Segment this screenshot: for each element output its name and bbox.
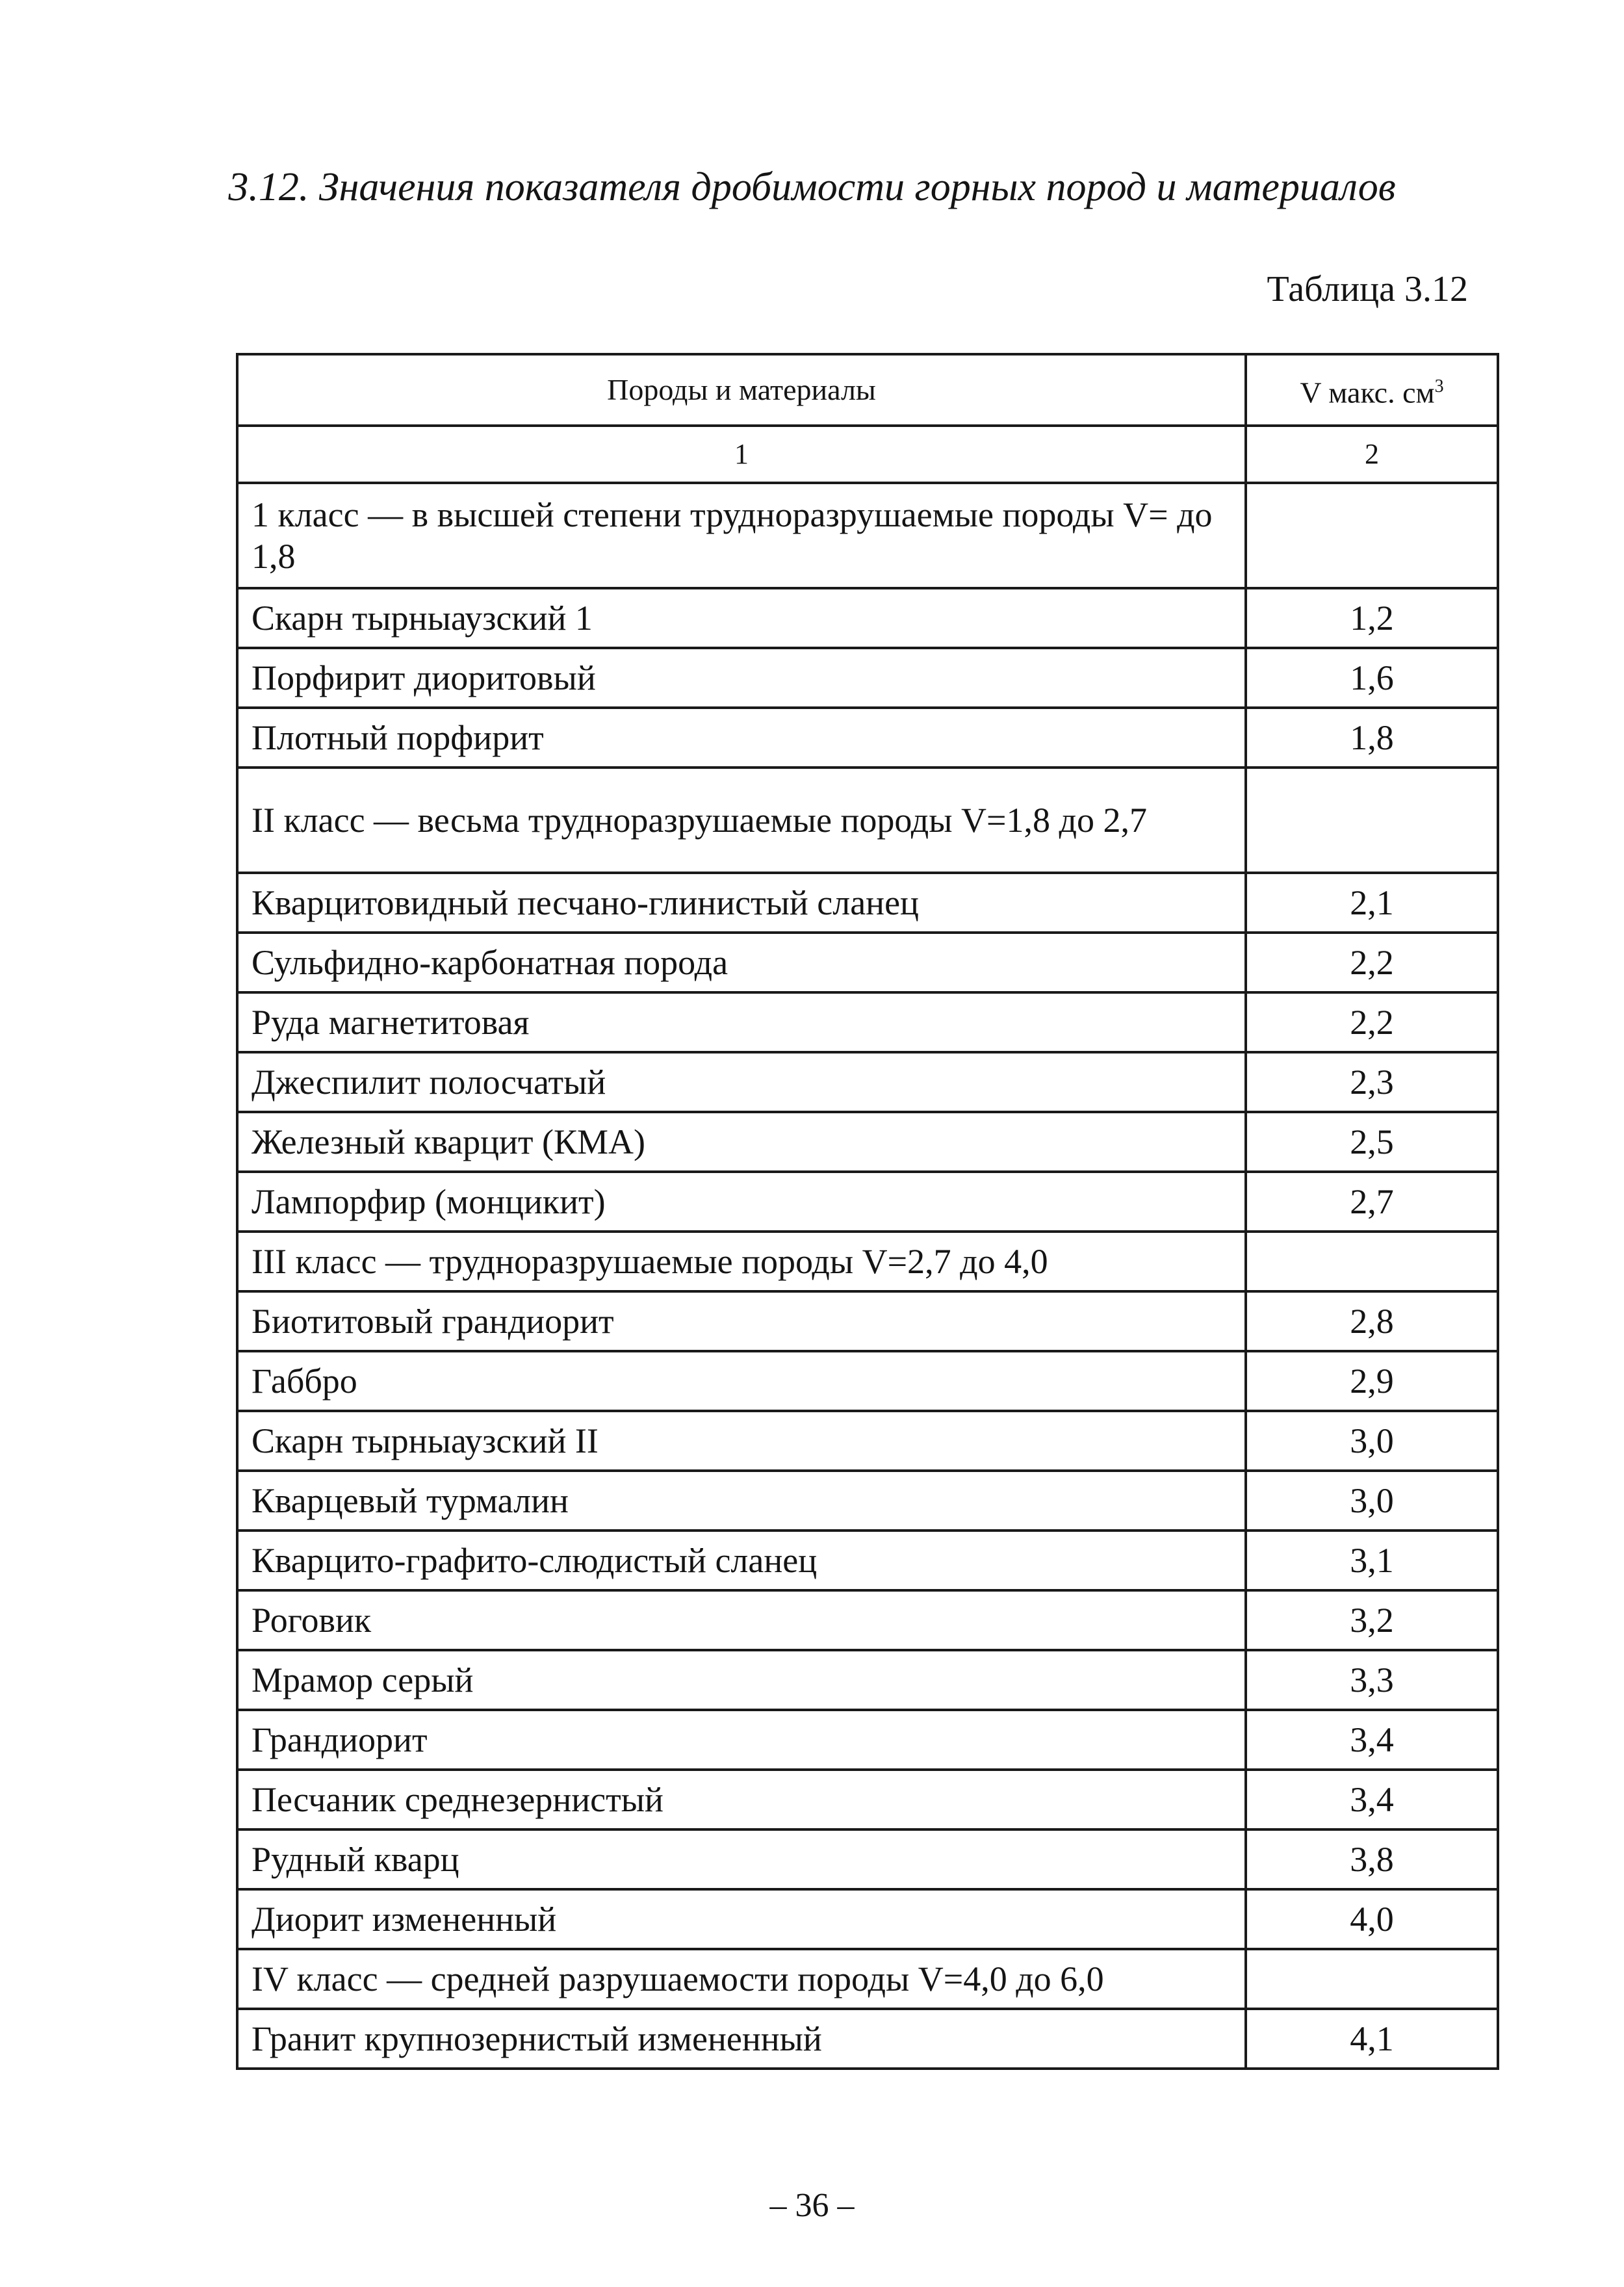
rock-name-cell: Джеспилит полосчатый bbox=[237, 1052, 1246, 1112]
rock-name-cell: Диорит измененный bbox=[237, 1889, 1246, 1949]
rock-name-cell: Гранит крупнозернистый измененный bbox=[237, 2009, 1246, 2069]
vmax-value-cell: 2,9 bbox=[1246, 1351, 1498, 1411]
table-row bbox=[237, 2009, 1498, 2069]
table-header-row bbox=[237, 354, 1498, 426]
class-heading-row bbox=[237, 1949, 1498, 2009]
vmax-value-cell bbox=[1246, 1949, 1498, 2009]
rock-name-cell: Скарн тырныаузский II bbox=[237, 1411, 1246, 1471]
vmax-value-cell: 2,2 bbox=[1246, 992, 1498, 1052]
column-number-1: 1 bbox=[237, 426, 1246, 483]
table-row bbox=[237, 1710, 1498, 1770]
table-row bbox=[237, 708, 1498, 768]
table-row bbox=[237, 1590, 1498, 1650]
vmax-value-cell: 3,2 bbox=[1246, 1590, 1498, 1650]
rock-name-cell: Сульфидно-карбонатная порода bbox=[237, 933, 1246, 992]
rock-name-cell: Плотный порфирит bbox=[237, 708, 1246, 768]
table-row bbox=[237, 1172, 1498, 1232]
rock-name-cell: Биотитовый грандиорит bbox=[237, 1291, 1246, 1351]
class-heading-cell: 1 класс — в высшей степени трудноразрушаемые породы V= до 1,8 bbox=[237, 483, 1246, 588]
vmax-value-cell bbox=[1246, 1232, 1498, 1291]
header-vmax-label: V макс. см bbox=[1300, 376, 1435, 409]
rock-name-cell: Кварцевый турмалин bbox=[237, 1471, 1246, 1531]
vmax-value-cell: 3,8 bbox=[1246, 1829, 1498, 1889]
vmax-value-cell: 3,0 bbox=[1246, 1471, 1498, 1531]
header-vmax bbox=[1246, 354, 1498, 426]
table-row bbox=[237, 1829, 1498, 1889]
vmax-value-cell bbox=[1246, 483, 1498, 588]
rock-name-cell: Грандиорит bbox=[237, 1710, 1246, 1770]
page-number: – 36 – bbox=[769, 2187, 855, 2224]
table-row bbox=[237, 933, 1498, 992]
header-vmax-exponent: 3 bbox=[1434, 376, 1444, 397]
rock-name-cell: Руда магнетитовая bbox=[237, 992, 1246, 1052]
class-heading-row bbox=[237, 483, 1498, 588]
rock-name-cell: Рудный кварц bbox=[237, 1829, 1246, 1889]
table-row bbox=[237, 873, 1498, 933]
class-heading-row bbox=[237, 768, 1498, 873]
column-number-2: 2 bbox=[1246, 426, 1498, 483]
class-heading-cell: III класс — трудноразрушаемые породы V=2,7 до 4,0 bbox=[237, 1232, 1246, 1291]
class-heading-cell: IV класс — средней разрушаемости породы V=4,0 до 6,0 bbox=[237, 1949, 1246, 2009]
rock-name-cell: Кварцитовидный песчано-глинистый сланец bbox=[237, 873, 1246, 933]
vmax-value-cell: 2,8 bbox=[1246, 1291, 1498, 1351]
vmax-value-cell: 3,4 bbox=[1246, 1710, 1498, 1770]
table-row bbox=[237, 992, 1498, 1052]
rock-name-cell: Роговик bbox=[237, 1590, 1246, 1650]
vmax-value-cell: 3,3 bbox=[1246, 1650, 1498, 1710]
rock-name-cell: Порфирит диоритовый bbox=[237, 648, 1246, 708]
vmax-value-cell: 2,2 bbox=[1246, 933, 1498, 992]
vmax-value-cell: 2,5 bbox=[1246, 1112, 1498, 1172]
vmax-value-cell: 2,1 bbox=[1246, 873, 1498, 933]
class-heading-row bbox=[237, 1232, 1498, 1291]
table-row bbox=[237, 1112, 1498, 1172]
vmax-value-cell: 1,6 bbox=[1246, 648, 1498, 708]
table-row bbox=[237, 1889, 1498, 1949]
table-row bbox=[237, 1531, 1498, 1590]
header-rocks-materials: Породы и материалы bbox=[237, 354, 1246, 426]
rock-name-cell: Железный кварцит (КМА) bbox=[237, 1112, 1246, 1172]
table-row bbox=[237, 1471, 1498, 1531]
crushability-table bbox=[236, 353, 1499, 2070]
table-row bbox=[237, 1770, 1498, 1829]
vmax-value-cell: 1,8 bbox=[1246, 708, 1498, 768]
table-row bbox=[237, 1052, 1498, 1112]
vmax-value-cell: 2,7 bbox=[1246, 1172, 1498, 1232]
table-row bbox=[237, 648, 1498, 708]
rock-name-cell: Кварцито-графито-слюдистый сланец bbox=[237, 1531, 1246, 1590]
section-title: 3.12. Значения показателя дробимости горных пород и материалов bbox=[228, 165, 1396, 209]
table-row bbox=[237, 1411, 1498, 1471]
vmax-value-cell: 3,1 bbox=[1246, 1531, 1498, 1590]
table-label: Таблица 3.12 bbox=[1267, 269, 1468, 309]
vmax-value-cell: 4,1 bbox=[1246, 2009, 1498, 2069]
table-row bbox=[237, 1650, 1498, 1710]
vmax-value-cell bbox=[1246, 768, 1498, 873]
column-number-row bbox=[237, 426, 1498, 483]
vmax-value-cell: 4,0 bbox=[1246, 1889, 1498, 1949]
rock-name-cell: Габбро bbox=[237, 1351, 1246, 1411]
class-heading-cell: II класс — весьма трудноразрушаемые породы V=1,8 до 2,7 bbox=[237, 768, 1246, 873]
vmax-value-cell: 3,0 bbox=[1246, 1411, 1498, 1471]
vmax-value-cell: 2,3 bbox=[1246, 1052, 1498, 1112]
table-row bbox=[237, 1351, 1498, 1411]
rock-name-cell: Лампорфир (монцикит) bbox=[237, 1172, 1246, 1232]
rock-name-cell: Мрамор серый bbox=[237, 1650, 1246, 1710]
rock-name-cell: Песчаник среднезернистый bbox=[237, 1770, 1246, 1829]
rock-name-cell: Скарн тырныаузский 1 bbox=[237, 588, 1246, 648]
table-row bbox=[237, 588, 1498, 648]
vmax-value-cell: 1,2 bbox=[1246, 588, 1498, 648]
table-row bbox=[237, 1291, 1498, 1351]
vmax-value-cell: 3,4 bbox=[1246, 1770, 1498, 1829]
